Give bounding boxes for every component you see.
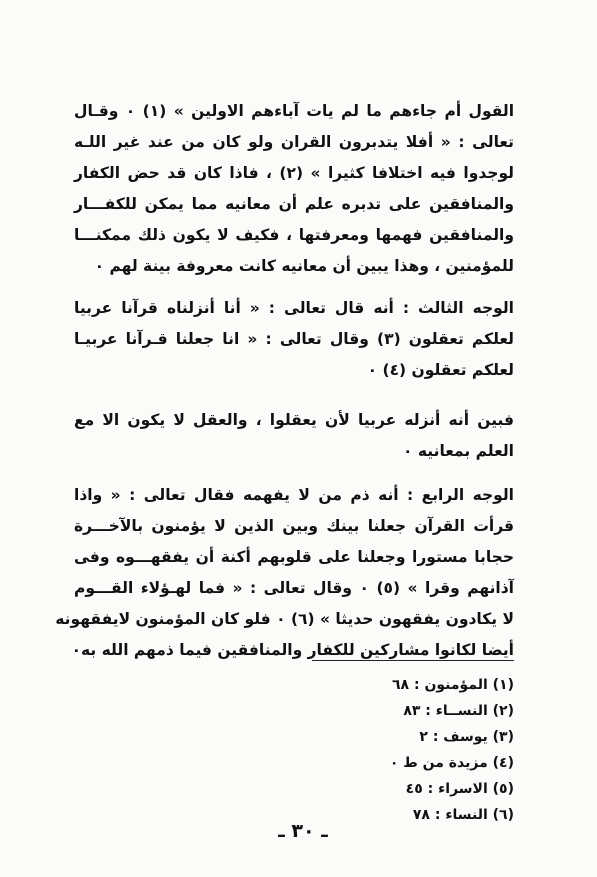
paragraph-3 [74, 405, 514, 467]
footnotes [300, 672, 514, 828]
paragraph-2 [74, 293, 514, 386]
footnote-item: (٣) يوسف : ٢ [419, 729, 514, 745]
paragraph-line: القول أم جاءهم ما لم يات آباءهم الاولين » (١) ٠ وقـال [74, 102, 515, 120]
paragraph-line: لعلكم تعقلون (٣) وقال تعالى : « انا جعلنا قـرآنا عربيـا [74, 330, 514, 348]
paragraph-line: لوجدوا فيه اختلافا كثيرا » (٢) ، فاذا كان قد حض الكفار [74, 164, 514, 182]
footnote-item: (٢) النســاء : ٨٣ [403, 703, 514, 719]
paragraph-4 [55, 480, 514, 666]
paragraph-line: لا يكادون يفقهون حديثا » (٦) ٠ فلو كان المؤمنون لايفقهونه [55, 610, 514, 628]
paragraph-line: أيضا لكانوا مشاركين للكفار والمنافقين فيما ذمهم الله به٠ [71, 641, 514, 659]
paragraph-line: الوجه الثالث : أنه قال تعالى : « أنا أنزلناه قرآنا عربيا [74, 299, 514, 317]
footnote-item: (٥) الاسراء : ٤٥ [405, 781, 514, 797]
paragraph-line: حجابا مستورا وجعلنا على قلوبهم أكنة أن يفقهـــوه وفى [74, 548, 514, 566]
footnote-item: (١) المؤمنون : ٦٨ [392, 677, 514, 693]
paragraph-line: العلم بمعانيه ٠ [403, 442, 514, 460]
paragraph-line: تعالى : « أفلا يتدبرون القران ولو كان من عند غير اللـه [74, 133, 514, 151]
paragraph-line: قرأت القرآن جعلنا بينك وبين الذين لا يؤمنون بالآخـــرة [74, 517, 514, 535]
footnote-separator [312, 660, 514, 661]
footnote-item: (٤) مزيدة من ط ٠ [389, 755, 514, 771]
page-number: ـ ٣٠ ـ [278, 820, 328, 842]
paragraph-line: والمنافقين فهمها ومعرفتها ، فكيف لا يكون ذلك ممكنـــا [74, 226, 514, 244]
paragraph-line: لعلكم تعقلون (٤) ٠ [367, 361, 514, 379]
paragraph-1 [74, 96, 514, 282]
paragraph-line: والمنافقين على تدبره علم أن معانيه مما يمكن للكفـــار [74, 195, 514, 213]
paragraph-line: فبين أنه أنزله عربيا لأن يعقلوا ، والعقل لا يكون الا مع [74, 411, 514, 429]
paragraph-line: آذانهم وقرا » (٥) ٠ وقال تعالى : « فما لهـؤلاء القـــوم [74, 579, 514, 597]
footnote-item: (٦) النساء : ٧٨ [412, 807, 514, 823]
paragraph-line: الوجه الرابع : أنه ذم من لا يفهمه فقال تعالى : « واذا [74, 486, 514, 504]
paragraph-line: للمؤمنين ، وهذا يبين أن معانيه كانت معروفة بينة لهم ٠ [94, 257, 514, 275]
